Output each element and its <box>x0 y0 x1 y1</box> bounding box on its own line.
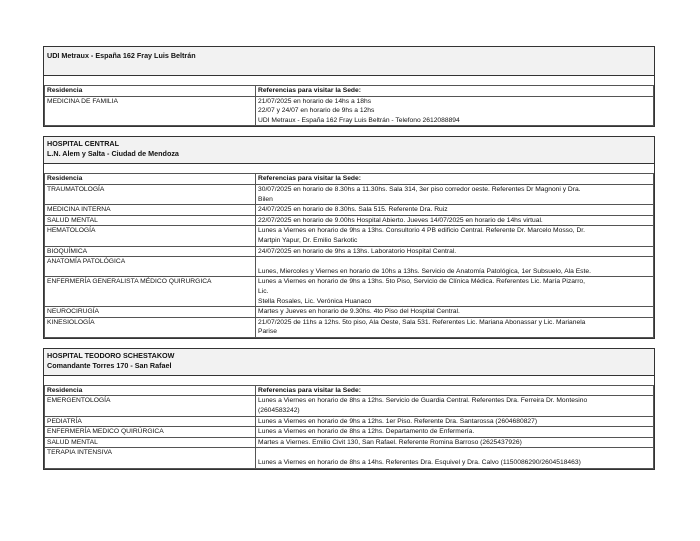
referencia-line: UDI Metraux - España 162 Fray Luis Beltrán - Telefono 2612088894 <box>258 116 460 124</box>
residencia-cell: EMERGENTOLOGÍA <box>45 396 256 416</box>
site-name: HOSPITAL TEODORO SCHESTAKOW <box>47 350 175 360</box>
site-table <box>44 385 654 469</box>
referencia-line: Lunes a Viernes en horario de 8hs a 12hs. Servicio de Guardia Central. Referentes Dra. Ferreira Dr. Montesino <box>258 397 588 405</box>
referencias-cell <box>256 215 654 226</box>
referencia-line: Martes y Jueves en horario de 9.30hs. 4to Piso del Hospital Central. <box>258 308 460 316</box>
residencia-cell: PEDIATRÍA <box>45 416 256 427</box>
column-header-residencia: Residencia <box>45 385 256 396</box>
residencia-cell: SALUD MENTAL <box>45 437 256 448</box>
table-row <box>45 246 654 257</box>
column-header-referencias: Referencias para visitar la Sede: <box>256 385 654 396</box>
referencia-line: Martpin Yapur, Dr. Emilio Sarkotic <box>258 236 358 244</box>
site-section <box>43 348 655 470</box>
referencia-line: (2604583242) <box>258 407 300 415</box>
referencias-cell <box>256 277 654 307</box>
residencia-cell: TERAPIA INTENSIVA <box>45 448 256 468</box>
document-page <box>43 46 655 479</box>
table-row <box>45 205 654 216</box>
referencia-line: Lunes a Viernes en horario de 8hs a 12hs. Departamento de Enfermería. <box>258 428 475 436</box>
site-header <box>44 137 654 164</box>
table-row <box>45 96 654 126</box>
section-gap <box>44 76 654 85</box>
referencia-line: 24/07/2025 en horario de 8.30hs. Sala 515. Referente Dra. Ruiz <box>258 206 448 214</box>
section-gap <box>44 376 654 385</box>
residencia-cell: KINESIOLOGÍA <box>45 317 256 337</box>
site-header <box>44 349 654 376</box>
referencias-cell <box>256 257 654 277</box>
referencia-line <box>258 448 651 458</box>
referencia-line: Lunes a Viernes en horario de 9hs a 13hs. 5to Piso, Servicio de Clínica Médica. Referentes Lic. María Pizarro, <box>258 278 585 286</box>
section-gap <box>44 164 654 173</box>
residencia-cell: SALUD MENTAL <box>45 215 256 226</box>
referencia-line: 30/07/2025 en horario de 8.30hs a 11.30hs. Sala 314, 3er piso corredor oeste. Referentes Dr Magnoni y Dra. <box>258 185 581 193</box>
table-header-row <box>45 385 654 396</box>
referencia-line: Stella Rosales, Lic. Verónica Huanaco <box>258 297 372 305</box>
residencia-cell: TRAUMATOLOGÍA <box>45 184 256 204</box>
residencia-cell: HEMATOLOGÍA <box>45 226 256 246</box>
table-row <box>45 427 654 438</box>
site-table <box>44 85 654 126</box>
referencias-cell <box>256 416 654 427</box>
residencia-cell: NEUROCIRUGÍA <box>45 307 256 318</box>
referencia-line: Lunes a Viernes en horario de 9hs a 13hs. Consultorio 4 PB edificio Central. Referente Dr. Marcelo Mosso, Dr. <box>258 227 585 235</box>
referencia-line <box>258 257 651 267</box>
referencias-cell <box>256 205 654 216</box>
table-row <box>45 396 654 416</box>
column-header-residencia: Residencia <box>45 174 256 185</box>
site-section <box>43 136 655 339</box>
referencias-cell <box>256 317 654 337</box>
referencia-line: Martes a Viernes. Emilio Civit 130, San Rafael. Referente Romina Barroso (2625437926) <box>258 438 522 446</box>
referencia-line: Lunes a Viernes en horario de 9hs a 12hs. 1er Piso. Referente Dra. Santarossa (2604680827) <box>258 417 538 425</box>
residencia-cell: MEDICINA INTERNA <box>45 205 256 216</box>
table-row <box>45 317 654 337</box>
residencia-cell: ANATOMÍA PATOLÓGICA <box>45 257 256 277</box>
referencia-line: 21/07/2025 de 11hs a 12hs. 5to piso, Ala Oeste, Sala 531. Referentes Lic. Mariana Abonassar y Lic. Marianela <box>258 318 586 326</box>
referencia-line: Parise <box>258 328 277 336</box>
site-address: Comandante Torres 170 - San Rafael <box>47 360 172 370</box>
referencias-cell <box>256 96 654 126</box>
table-row <box>45 307 654 318</box>
column-header-residencia: Residencia <box>45 86 256 97</box>
referencias-cell <box>256 427 654 438</box>
table-header-row <box>45 86 654 97</box>
table-row <box>45 277 654 307</box>
referencia-line: 22/07 y 24/07 en horario de 9hs a 12hs <box>258 107 375 115</box>
referencia-line: 24/07/2025 en horario de 9hs a 13hs. Laboratorio Hospital Central. <box>258 247 457 255</box>
table-row <box>45 226 654 246</box>
column-header-referencias: Referencias para visitar la Sede: <box>256 86 654 97</box>
referencias-cell <box>256 307 654 318</box>
site-address: L.N. Alem y Salta - Ciudad de Mendoza <box>47 149 179 159</box>
site-name: UDI Metraux - España 162 Fray Luis Beltrán <box>47 51 196 60</box>
table-row <box>45 437 654 448</box>
referencia-line: 21/07/2025 en horario de 14hs a 18hs <box>258 97 372 105</box>
referencias-cell <box>256 226 654 246</box>
site-table <box>44 173 654 338</box>
site-header <box>44 47 654 76</box>
referencia-line: Lunes a Viernes en horario de 8hs a 14hs. Referentes Dra. Esquivel y Dra. Calvo (1150086290/2604518463) <box>258 459 581 467</box>
table-row <box>45 416 654 427</box>
residencia-cell: ENFERMERÍA MEDICO QUIRÚRGICA <box>45 427 256 438</box>
residencia-cell: ENFERMERÍA GENERALISTA MÉDICO QUIRURGICA <box>45 277 256 307</box>
referencias-cell <box>256 437 654 448</box>
column-header-referencias: Referencias para visitar la Sede: <box>256 174 654 185</box>
referencias-cell <box>256 184 654 204</box>
referencia-line: Bilen <box>258 195 273 203</box>
referencia-line: 22/07/2025 en horario de 9.00hs Hospital Abierto. Jueves 14/07/2025 en horario de 14hs virtual. <box>258 216 543 224</box>
table-header-row <box>45 174 654 185</box>
table-row <box>45 215 654 226</box>
referencias-cell <box>256 448 654 468</box>
table-row <box>45 257 654 277</box>
referencias-cell <box>256 246 654 257</box>
table-row <box>45 448 654 468</box>
referencia-line: Lunes, Miercoles y Viernes en horario de 10hs a 13hs. Servicio de Anatomía Patológica, 1er Subsuelo, Ala Este. <box>258 267 591 275</box>
referencias-cell <box>256 396 654 416</box>
residencia-cell: BIOQUÍMICA <box>45 246 256 257</box>
site-section <box>43 46 655 127</box>
table-row <box>45 184 654 204</box>
referencia-line: Lic. <box>258 287 269 295</box>
residencia-cell: MEDICINA DE FAMILIA <box>45 96 256 126</box>
site-name: HOSPITAL CENTRAL <box>47 139 120 149</box>
